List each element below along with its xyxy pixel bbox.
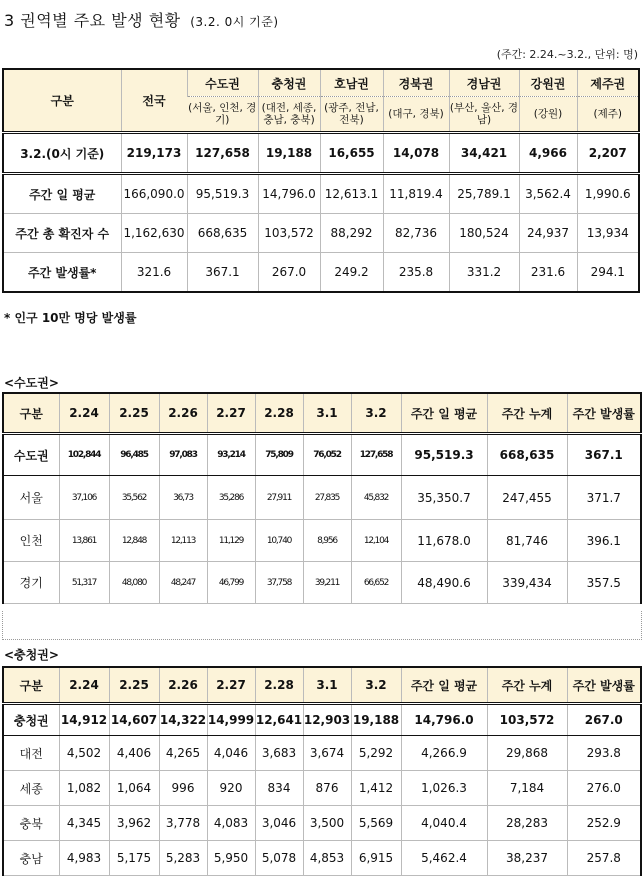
summary-cell: 13,934 — [577, 214, 639, 253]
row-label: 충남 — [3, 841, 59, 876]
table-cell: 1,064 — [109, 771, 159, 806]
table-cell: 4,853 — [303, 841, 351, 876]
table-cell: 27,835 — [303, 476, 351, 520]
row-label: 3.2.(0시 기준) — [3, 133, 121, 174]
table-cell: 76,052 — [303, 434, 351, 476]
table-cell: 257.8 — [567, 841, 641, 876]
section-label-chungcheong: <충청권> — [4, 648, 59, 662]
summary-cell: 2,207 — [577, 133, 639, 174]
table-row — [3, 806, 641, 841]
table-row — [3, 434, 641, 476]
table-row — [3, 520, 641, 562]
table-cell: 1,082 — [59, 771, 109, 806]
table-cell: 4,046 — [207, 736, 255, 771]
table-cell: 4,345 — [59, 806, 109, 841]
summary-cell: 219,173 — [121, 133, 187, 174]
table-cell: 5,569 — [351, 806, 401, 841]
row-label: 충북 — [3, 806, 59, 841]
table-cell: 3,683 — [255, 736, 303, 771]
table-cell: 36,73 — [159, 476, 207, 520]
row-label: 주간 총 확진자 수 — [3, 214, 121, 253]
table-cell: 14,322 — [159, 704, 207, 736]
table-cell: 5,283 — [159, 841, 207, 876]
table-cell: 95,519.3 — [401, 434, 487, 476]
summary-cell: 249.2 — [320, 253, 383, 293]
table-cell: 1,412 — [351, 771, 401, 806]
column-header: 3.2 — [351, 667, 401, 704]
summary-cell: 180,524 — [449, 214, 519, 253]
table-cell: 4,502 — [59, 736, 109, 771]
table-cell: 81,746 — [487, 520, 567, 562]
table-cell: 4,266.9 — [401, 736, 487, 771]
table-row — [3, 704, 641, 736]
table-cell: 7,184 — [487, 771, 567, 806]
row-label: 서울 — [3, 476, 59, 520]
column-header: 3.1 — [303, 667, 351, 704]
summary-row — [3, 214, 639, 253]
header-region-sub: (서울, 인천, 경기) — [187, 97, 258, 133]
table-cell: 4,983 — [59, 841, 109, 876]
header-region-sub: (광주, 전남, 전북) — [320, 97, 383, 133]
table-cell: 39,211 — [303, 562, 351, 604]
table-cell: 3,778 — [159, 806, 207, 841]
summary-cell: 25,789.1 — [449, 174, 519, 214]
header-region: 경북권 — [383, 69, 449, 97]
column-header: 3.2 — [351, 393, 401, 434]
table-cell: 396.1 — [567, 520, 641, 562]
table-cell: 46,799 — [207, 562, 255, 604]
table-cell: 371.7 — [567, 476, 641, 520]
column-header: 주간 발생률 — [567, 393, 641, 434]
table-cell: 37,758 — [255, 562, 303, 604]
table-cell: 267.0 — [567, 704, 641, 736]
header-region: 강원권 — [519, 69, 577, 97]
row-label: 충청권 — [3, 704, 59, 736]
table-cell: 14,912 — [59, 704, 109, 736]
column-header: 주간 발생률 — [567, 667, 641, 704]
footnote: * 인구 10만 명당 발생률 — [4, 311, 137, 325]
column-header: 2.25 — [109, 393, 159, 434]
title-date: (3.2. 0시 기준) — [190, 15, 279, 29]
table-cell: 996 — [159, 771, 207, 806]
table-cell: 93,214 — [207, 434, 255, 476]
table-cell: 357.5 — [567, 562, 641, 604]
table-cell: 5,078 — [255, 841, 303, 876]
summary-cell: 294.1 — [577, 253, 639, 293]
table-cell: 12,641 — [255, 704, 303, 736]
header-region: 경남권 — [449, 69, 519, 97]
table-cell: 3,046 — [255, 806, 303, 841]
column-header: 주간 일 평균 — [401, 393, 487, 434]
table-cell: 51,317 — [59, 562, 109, 604]
table-cell: 668,635 — [487, 434, 567, 476]
column-header: 구분 — [3, 393, 59, 434]
header-national: 전국 — [121, 69, 187, 133]
table-cell: 12,903 — [303, 704, 351, 736]
table-cell: 29,868 — [487, 736, 567, 771]
table-cell: 48,247 — [159, 562, 207, 604]
table-cell: 367.1 — [567, 434, 641, 476]
table-cell: 11,129 — [207, 520, 255, 562]
table-cell: 3,500 — [303, 806, 351, 841]
table-cell: 97,083 — [159, 434, 207, 476]
table-cell: 876 — [303, 771, 351, 806]
header-region: 호남권 — [320, 69, 383, 97]
summary-cell: 321.6 — [121, 253, 187, 293]
summary-cell: 12,613.1 — [320, 174, 383, 214]
table-cell: 920 — [207, 771, 255, 806]
table-cell: 66,652 — [351, 562, 401, 604]
summary-row — [3, 174, 639, 214]
summary-cell: 1,162,630 — [121, 214, 187, 253]
table-cell: 12,104 — [351, 520, 401, 562]
table-cell: 3,962 — [109, 806, 159, 841]
summary-cell: 231.6 — [519, 253, 577, 293]
column-header: 2.25 — [109, 667, 159, 704]
table-cell: 37,106 — [59, 476, 109, 520]
table-cell: 35,286 — [207, 476, 255, 520]
table-row — [3, 736, 641, 771]
table-cell: 35,562 — [109, 476, 159, 520]
table-cell: 11,678.0 — [401, 520, 487, 562]
column-header: 3.1 — [303, 393, 351, 434]
table-cell: 96,485 — [109, 434, 159, 476]
page-title — [4, 8, 279, 31]
table-cell: 14,999 — [207, 704, 255, 736]
summary-row — [3, 133, 639, 174]
table-cell: 834 — [255, 771, 303, 806]
header-corner: 구분 — [3, 69, 121, 133]
summary-cell: 88,292 — [320, 214, 383, 253]
table-cell: 3,674 — [303, 736, 351, 771]
column-header: 2.24 — [59, 393, 109, 434]
column-header: 2.28 — [255, 667, 303, 704]
column-header: 주간 일 평균 — [401, 667, 487, 704]
table-cell: 5,462.4 — [401, 841, 487, 876]
table-cell: 4,040.4 — [401, 806, 487, 841]
summary-cell: 166,090.0 — [121, 174, 187, 214]
table-cell: 247,455 — [487, 476, 567, 520]
summary-cell: 331.2 — [449, 253, 519, 293]
header-region-sub: (제주) — [577, 97, 639, 133]
table-cell: 4,265 — [159, 736, 207, 771]
table-cell: 293.8 — [567, 736, 641, 771]
column-header: 구분 — [3, 667, 59, 704]
header-region: 수도권 — [187, 69, 258, 97]
header-region-sub: (대구, 경북) — [383, 97, 449, 133]
table-cell: 339,434 — [487, 562, 567, 604]
column-header: 주간 누계 — [487, 393, 567, 434]
summary-cell: 34,421 — [449, 133, 519, 174]
summary-cell: 1,990.6 — [577, 174, 639, 214]
header-region-sub: (부산, 울산, 경남) — [449, 97, 519, 133]
row-label: 수도권 — [3, 434, 59, 476]
table-cell: 4,083 — [207, 806, 255, 841]
table-cell: 5,950 — [207, 841, 255, 876]
table-cell: 12,113 — [159, 520, 207, 562]
table-cell: 48,490.6 — [401, 562, 487, 604]
summary-cell: 235.8 — [383, 253, 449, 293]
column-header: 주간 누계 — [487, 667, 567, 704]
column-header: 2.28 — [255, 393, 303, 434]
summary-cell: 367.1 — [187, 253, 258, 293]
summary-row — [3, 253, 639, 293]
summary-cell: 3,562.4 — [519, 174, 577, 214]
column-header: 2.26 — [159, 667, 207, 704]
table-cell: 12,848 — [109, 520, 159, 562]
table-cell: 276.0 — [567, 771, 641, 806]
row-label: 경기 — [3, 562, 59, 604]
regional-summary-table — [2, 68, 640, 293]
column-header: 2.26 — [159, 393, 207, 434]
summary-cell: 14,796.0 — [258, 174, 320, 214]
table-cell: 1,026.3 — [401, 771, 487, 806]
table-cell: 5,175 — [109, 841, 159, 876]
summary-cell: 95,519.3 — [187, 174, 258, 214]
table-cell: 5,292 — [351, 736, 401, 771]
summary-cell: 103,572 — [258, 214, 320, 253]
summary-cell: 14,078 — [383, 133, 449, 174]
table-cell: 13,861 — [59, 520, 109, 562]
chungcheong-region-table — [2, 666, 642, 876]
table-cell: 4,406 — [109, 736, 159, 771]
column-header: 2.24 — [59, 667, 109, 704]
summary-cell: 127,658 — [187, 133, 258, 174]
summary-cell: 11,819.4 — [383, 174, 449, 214]
empty-row — [2, 611, 642, 640]
table-cell: 252.9 — [567, 806, 641, 841]
table-cell: 103,572 — [487, 704, 567, 736]
summary-cell: 82,736 — [383, 214, 449, 253]
summary-cell: 4,966 — [519, 133, 577, 174]
column-header: 2.27 — [207, 667, 255, 704]
table-cell: 102,844 — [59, 434, 109, 476]
table-cell: 127,658 — [351, 434, 401, 476]
table-cell: 6,915 — [351, 841, 401, 876]
row-label: 세종 — [3, 771, 59, 806]
table-cell: 75,809 — [255, 434, 303, 476]
header-region-sub: (대전, 세종, 충남, 충북) — [258, 97, 320, 133]
summary-cell: 668,635 — [187, 214, 258, 253]
table-row — [3, 562, 641, 604]
section-label-capital: <수도권> — [4, 376, 59, 390]
summary-cell: 19,188 — [258, 133, 320, 174]
title-text: 3 권역별 주요 발생 현황 — [4, 11, 181, 30]
table-cell: 28,283 — [487, 806, 567, 841]
header-region: 충청권 — [258, 69, 320, 97]
summary-cell: 267.0 — [258, 253, 320, 293]
table-cell: 10,740 — [255, 520, 303, 562]
table-cell: 19,188 — [351, 704, 401, 736]
table-cell: 14,796.0 — [401, 704, 487, 736]
table-row — [3, 771, 641, 806]
row-label: 대전 — [3, 736, 59, 771]
column-header: 2.27 — [207, 393, 255, 434]
table-cell: 8,956 — [303, 520, 351, 562]
table-cell: 14,607 — [109, 704, 159, 736]
summary-cell: 24,937 — [519, 214, 577, 253]
header-region-sub: (강원) — [519, 97, 577, 133]
unit-note: (주간: 2.24.~3.2., 단위: 명) — [496, 48, 638, 61]
capital-region-table — [2, 392, 642, 604]
table-cell: 27,911 — [255, 476, 303, 520]
table-cell: 38,237 — [487, 841, 567, 876]
table-row — [3, 476, 641, 520]
row-label: 주간 일 평균 — [3, 174, 121, 214]
row-label: 인천 — [3, 520, 59, 562]
table-cell: 35,350.7 — [401, 476, 487, 520]
table-row — [3, 841, 641, 876]
summary-cell: 16,655 — [320, 133, 383, 174]
table-cell: 45,832 — [351, 476, 401, 520]
row-label: 주간 발생률* — [3, 253, 121, 293]
header-region: 제주권 — [577, 69, 639, 97]
table-cell: 48,080 — [109, 562, 159, 604]
